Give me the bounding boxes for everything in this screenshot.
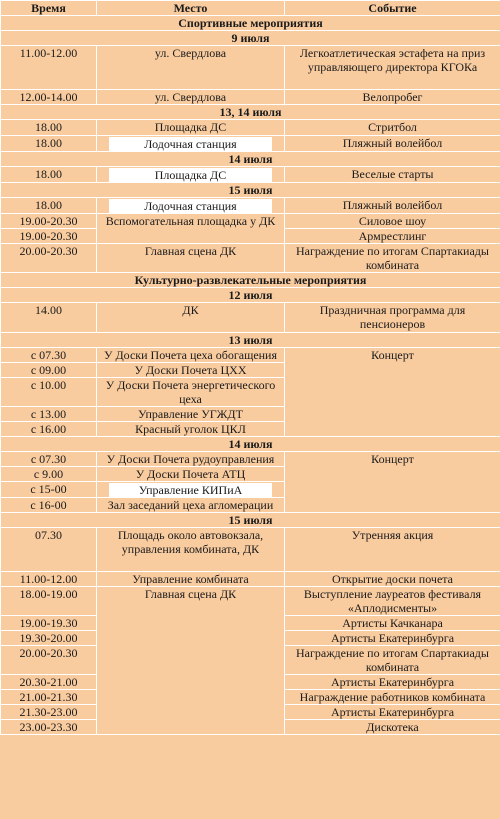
event-cell: Дискотека bbox=[285, 720, 500, 735]
time-cell: с 16.00 bbox=[1, 422, 97, 437]
day-row bbox=[1, 183, 500, 198]
place-cell bbox=[97, 167, 285, 183]
section-heading bbox=[1, 16, 500, 31]
day-row bbox=[1, 31, 500, 46]
place-text: Управление КИПиА bbox=[109, 483, 272, 497]
time-cell: 20.00-20.30 bbox=[1, 646, 97, 675]
time-cell: 18.00-19.00 bbox=[1, 587, 97, 616]
event-cell: Велопробег bbox=[285, 90, 500, 105]
event-cell: Праздничная программа для пенсионеров bbox=[285, 303, 500, 333]
time-cell: 11.00-12.00 bbox=[1, 46, 97, 90]
place-text: Площадка ДС bbox=[109, 168, 272, 182]
place-cell: Управление УГЖДТ bbox=[97, 407, 285, 422]
day-label: 14 июля bbox=[1, 437, 500, 452]
place-cell bbox=[97, 198, 285, 214]
time-cell: 20.30-21.00 bbox=[1, 675, 97, 690]
time-cell: с 07.30 bbox=[1, 348, 97, 363]
event-cell: Награждение работников комбината bbox=[285, 690, 500, 705]
place-cell: ул. Свердлова bbox=[97, 46, 285, 90]
time-cell: с 15-00 bbox=[1, 482, 97, 498]
section-title-sports: Спортивные мероприятия bbox=[1, 16, 500, 31]
time-cell: с 09.00 bbox=[1, 363, 97, 378]
place-text: Лодочная станция bbox=[109, 199, 272, 213]
place-cell: У Доски Почета энергетического цеха bbox=[97, 378, 285, 407]
time-cell: 23.00-23.30 bbox=[1, 720, 97, 735]
section-title-cultural: Культурно-развлекательные мероприятия bbox=[1, 273, 500, 288]
place-cell: У Доски Почета ЦХХ bbox=[97, 363, 285, 378]
event-cell: Армрестлинг bbox=[285, 229, 500, 244]
table-row bbox=[1, 452, 500, 467]
place-cell: Зал заседаний цеха агломерации bbox=[97, 498, 285, 513]
place-cell: Площадь около автовокзала, управления комбината, ДК bbox=[97, 528, 285, 572]
header-place: Место bbox=[97, 1, 285, 16]
day-label: 15 июля bbox=[1, 513, 500, 528]
place-cell: Красный уголок ЦКЛ bbox=[97, 422, 285, 437]
day-label: 15 июля bbox=[1, 183, 500, 198]
time-cell: 12.00-14.00 bbox=[1, 90, 97, 105]
table-row bbox=[1, 136, 500, 152]
time-cell: 19.00-19.30 bbox=[1, 616, 97, 631]
time-cell: 18.00 bbox=[1, 198, 97, 214]
day-label: 12 июля bbox=[1, 288, 500, 303]
day-row bbox=[1, 333, 500, 348]
place-cell: Вспомогательная площадка у ДК bbox=[97, 214, 285, 244]
place-cell bbox=[97, 482, 285, 498]
header-row bbox=[1, 1, 500, 16]
day-row bbox=[1, 288, 500, 303]
day-row bbox=[1, 513, 500, 528]
time-cell: 14.00 bbox=[1, 303, 97, 333]
event-cell: Артисты Екатеринбурга bbox=[285, 631, 500, 646]
event-cell: Награждение по итогам Спартакиады комбината bbox=[285, 244, 500, 273]
place-cell: ул. Свердлова bbox=[97, 90, 285, 105]
time-cell: 11.00-12.00 bbox=[1, 572, 97, 587]
event-cell: Концерт bbox=[285, 452, 500, 513]
header-time: Время bbox=[1, 1, 97, 16]
table-row bbox=[1, 572, 500, 587]
time-cell: с 10.00 bbox=[1, 378, 97, 407]
time-cell: с 16-00 bbox=[1, 498, 97, 513]
event-cell: Выступление лауреатов фестиваля «Аплодисменты» bbox=[285, 587, 500, 616]
event-cell: Силовое шоу bbox=[285, 214, 500, 229]
place-cell: Управление комбината bbox=[97, 572, 285, 587]
time-cell: 19.30-20.00 bbox=[1, 631, 97, 646]
place-cell: Площадка ДС bbox=[97, 120, 285, 136]
event-cell: Веселые старты bbox=[285, 167, 500, 183]
table-row bbox=[1, 214, 500, 229]
day-label: 14 июля bbox=[1, 152, 500, 167]
time-cell: 19.00-20.30 bbox=[1, 229, 97, 244]
day-label: 13, 14 июля bbox=[1, 105, 500, 120]
time-cell: 07.30 bbox=[1, 528, 97, 572]
section-heading bbox=[1, 273, 500, 288]
event-cell: Легкоатлетическая эстафета на приз управляющего директора КГОКа bbox=[285, 46, 500, 90]
time-cell: с 9.00 bbox=[1, 467, 97, 482]
table-row bbox=[1, 167, 500, 183]
table-row bbox=[1, 348, 500, 363]
time-cell: 21.30-23.00 bbox=[1, 705, 97, 720]
time-cell: 18.00 bbox=[1, 120, 97, 136]
table-row bbox=[1, 244, 500, 273]
day-row bbox=[1, 152, 500, 167]
place-cell: У Доски Почета цеха обогащения bbox=[97, 348, 285, 363]
time-cell: 18.00 bbox=[1, 136, 97, 152]
table-row bbox=[1, 303, 500, 333]
event-cell: Артисты Екатеринбурга bbox=[285, 675, 500, 690]
place-cell: Главная сцена ДК bbox=[97, 244, 285, 273]
event-cell: Открытие доски почета bbox=[285, 572, 500, 587]
event-cell: Утренняя акция bbox=[285, 528, 500, 572]
table-row bbox=[1, 528, 500, 572]
place-cell: Главная сцена ДК bbox=[97, 587, 285, 735]
event-cell: Пляжный волейбол bbox=[285, 198, 500, 214]
place-cell: У Доски Почета АТЦ bbox=[97, 467, 285, 482]
event-cell: Концерт bbox=[285, 348, 500, 437]
table-row bbox=[1, 587, 500, 616]
day-row bbox=[1, 437, 500, 452]
event-cell: Стритбол bbox=[285, 120, 500, 136]
event-cell: Пляжный волейбол bbox=[285, 136, 500, 152]
time-cell: 21.00-21.30 bbox=[1, 690, 97, 705]
event-cell: Артисты Екатеринбурга bbox=[285, 705, 500, 720]
time-cell: 19.00-20.30 bbox=[1, 214, 97, 229]
time-cell: 20.00-20.30 bbox=[1, 244, 97, 273]
event-cell: Артисты Качканара bbox=[285, 616, 500, 631]
table-row bbox=[1, 120, 500, 136]
place-text: Лодочная станция bbox=[109, 137, 272, 151]
day-label: 13 июля bbox=[1, 333, 500, 348]
place-cell bbox=[97, 136, 285, 152]
place-cell: ДК bbox=[97, 303, 285, 333]
table-row bbox=[1, 46, 500, 90]
time-cell: с 07.30 bbox=[1, 452, 97, 467]
day-label: 9 июля bbox=[1, 31, 500, 46]
table-row bbox=[1, 198, 500, 214]
day-row bbox=[1, 105, 500, 120]
header-event: Событие bbox=[285, 1, 500, 16]
time-cell: 18.00 bbox=[1, 167, 97, 183]
place-cell: У Доски Почета рудоуправления bbox=[97, 452, 285, 467]
table-row bbox=[1, 90, 500, 105]
time-cell: с 13.00 bbox=[1, 407, 97, 422]
event-cell: Награждение по итогам Спартакиады комбината bbox=[285, 646, 500, 675]
